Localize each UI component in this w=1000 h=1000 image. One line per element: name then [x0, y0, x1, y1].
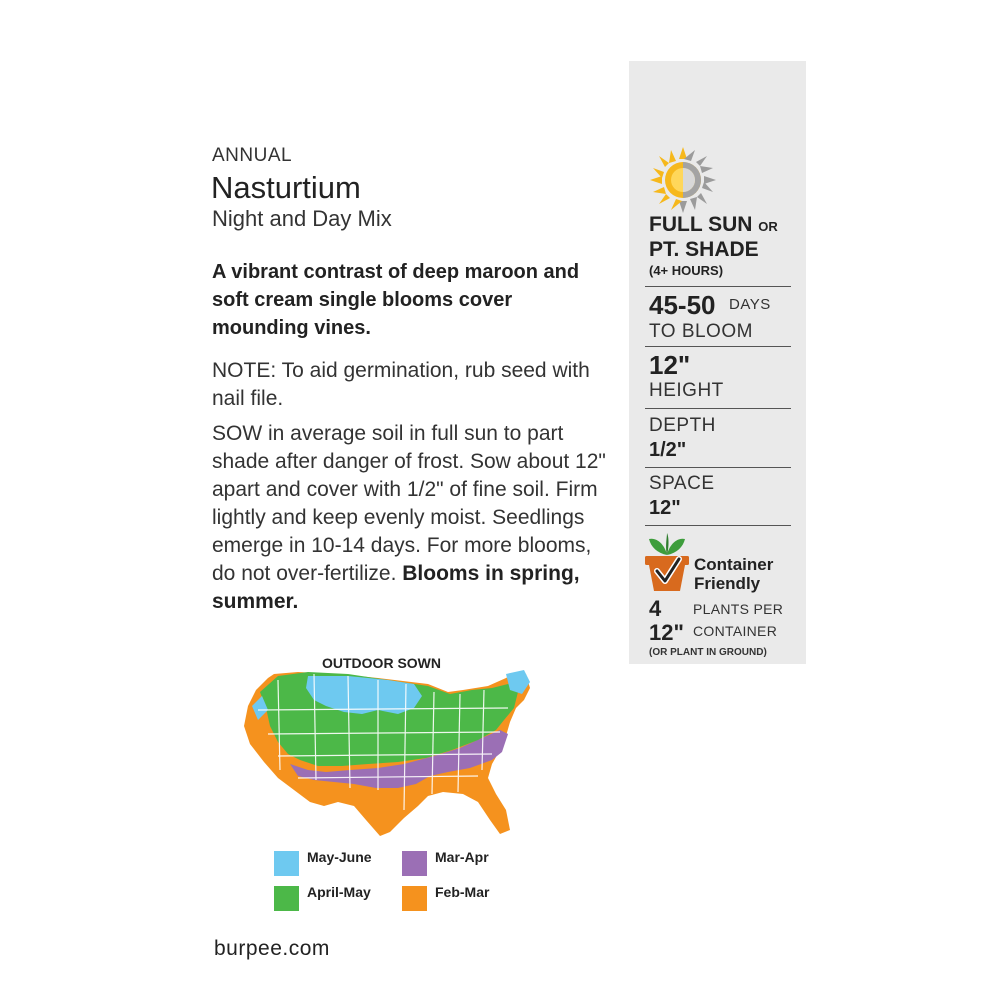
height-label: HEIGHT [649, 380, 724, 401]
legend-label-may-june: May-June [307, 849, 372, 865]
plant-description: A vibrant contrast of deep maroon and soft cream single blooms cover mounding vines. [212, 261, 580, 339]
space-value: 12" [649, 497, 681, 519]
sun-or: OR [758, 219, 778, 234]
map-title: OUTDOOR SOWN [322, 655, 441, 671]
bloom-time: Blooms in spring, summer. [212, 562, 580, 613]
plants-per-label: PLANTS PER [693, 601, 784, 617]
sun-main: FULL SUN [649, 213, 753, 236]
days-to-bloom-value: 45-50 [649, 290, 716, 320]
days-to-bloom-label: TO BLOOM [649, 321, 753, 342]
container-friendly-line2: Friendly [694, 574, 761, 593]
legend-swatch-april-may [274, 886, 299, 911]
depth-value: 1/2" [649, 439, 687, 461]
legend-swatch-may-june [274, 851, 299, 876]
legend-label-april-may: April-May [307, 884, 371, 900]
plant-category: ANNUAL [212, 145, 293, 166]
germination-note: NOTE: To aid germination, rub seed with nail file. [212, 359, 590, 410]
legend-swatch-mar-apr [402, 851, 427, 876]
depth-label: DEPTH [649, 415, 716, 436]
divider [645, 346, 791, 347]
sowing-instructions [212, 420, 612, 616]
sun-alt: PT. SHADE [649, 238, 759, 261]
days-unit: DAYS [729, 296, 771, 313]
container-note: (OR PLANT IN GROUND) [649, 647, 767, 658]
container-size: 12" [649, 620, 684, 645]
divider [645, 525, 791, 526]
website-url[interactable]: burpee.com [214, 937, 330, 960]
plants-count: 4 [649, 596, 662, 621]
container-label: CONTAINER [693, 623, 778, 639]
sowing-text: SOW in average soil in full sun to part shade after danger of frost. Sow about 12" apart and cover with 1/2" of fine soil. Firm lightly and keep evenly moist. Seedlings emerge in 10-14 days. For more blooms, do not over-fertilize. [212, 422, 606, 585]
us-sowing-map [238, 660, 558, 845]
space-label: SPACE [649, 473, 715, 494]
sun-hours: (4+ HOURS) [649, 263, 724, 278]
potted-plant-check-icon [643, 531, 691, 593]
divider [645, 286, 791, 287]
plant-variety: Night and Day Mix [212, 206, 392, 231]
plant-name: Nasturtium [211, 170, 361, 205]
legend-swatch-feb-mar [402, 886, 427, 911]
half-sun-icon [648, 145, 718, 215]
sun-requirement [649, 213, 778, 237]
divider [645, 408, 791, 409]
height-value: 12" [649, 350, 691, 380]
divider [645, 467, 791, 468]
container-friendly-line1: Container [694, 555, 774, 574]
legend-label-mar-apr: Mar-Apr [435, 849, 489, 865]
legend-label-feb-mar: Feb-Mar [435, 884, 490, 900]
